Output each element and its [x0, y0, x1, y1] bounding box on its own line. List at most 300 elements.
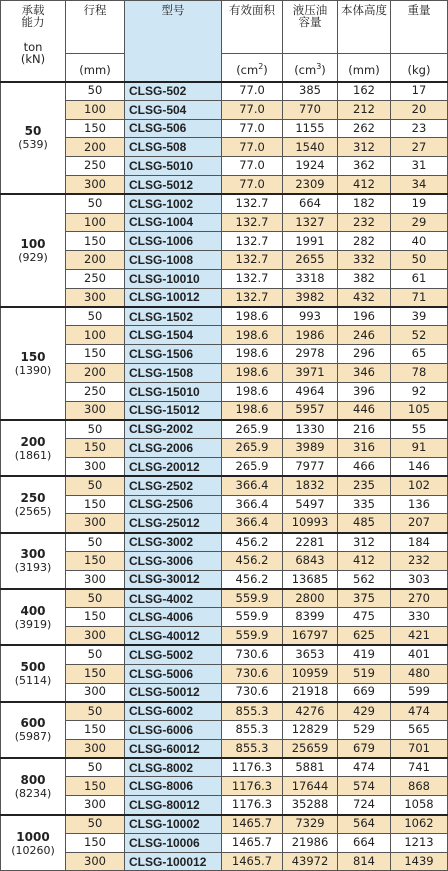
model-cell: CLSG-504 — [125, 100, 222, 119]
stroke-cell: 150 — [66, 119, 125, 138]
model-cell: CLSG-6002 — [125, 702, 222, 721]
model-cell: CLSG-3002 — [125, 533, 222, 552]
stroke-cell: 300 — [66, 514, 125, 533]
area-cell: 77.0 — [222, 138, 283, 157]
height-cell: 375 — [338, 589, 391, 608]
header-oil-line2: 容量 — [298, 14, 322, 29]
area-cell: 1176.3 — [222, 796, 283, 815]
capacity-cell — [1, 758, 66, 814]
unit-oil: $(cm^3)$ — [283, 54, 338, 82]
weight-cell: 184 — [391, 533, 448, 552]
oil-volume-cell: 17644 — [283, 777, 338, 796]
height-cell: 235 — [338, 476, 391, 495]
stroke-cell: 50 — [66, 420, 125, 439]
table-row — [1, 457, 448, 476]
header-model: 型号 — [125, 1, 222, 82]
weight-cell: 29 — [391, 213, 448, 232]
oil-volume-cell: 7329 — [283, 815, 338, 834]
stroke-cell: 150 — [66, 551, 125, 570]
capacity-cell — [1, 307, 66, 420]
table-row — [1, 551, 448, 570]
oil-volume-cell: 2655 — [283, 251, 338, 270]
area-cell: 1465.7 — [222, 815, 283, 834]
unit-weight: (kg) — [391, 54, 448, 82]
area-cell: 132.7 — [222, 251, 283, 270]
oil-volume-cell: 1540 — [283, 138, 338, 157]
oil-volume-cell: 5957 — [283, 401, 338, 420]
oil-volume-cell: 664 — [283, 194, 338, 213]
area-cell: 265.9 — [222, 439, 283, 458]
model-cell: CLSG-5006 — [125, 664, 222, 683]
weight-cell: 701 — [391, 739, 448, 758]
table-row — [1, 777, 448, 796]
stroke-cell: 150 — [66, 495, 125, 514]
height-cell: 412 — [338, 175, 391, 194]
model-cell: CLSG-10010 — [125, 269, 222, 288]
header-area: 有效面积 — [222, 1, 283, 54]
weight-cell: 31 — [391, 157, 448, 176]
capacity-cell — [1, 702, 66, 758]
stroke-cell: 50 — [66, 307, 125, 326]
weight-cell: 20 — [391, 100, 448, 119]
stroke-cell: 250 — [66, 157, 125, 176]
weight-cell: 599 — [391, 683, 448, 702]
weight-cell: 565 — [391, 721, 448, 740]
header-stroke: 行程 — [66, 1, 125, 54]
model-cell: CLSG-2006 — [125, 439, 222, 458]
oil-volume-cell: 1924 — [283, 157, 338, 176]
capacity-kn: (1390) — [14, 363, 52, 377]
capacity-ton: 50 — [24, 124, 42, 139]
model-cell: CLSG-2506 — [125, 495, 222, 514]
table-row — [1, 194, 448, 213]
stroke-cell: 200 — [66, 251, 125, 270]
oil-volume-cell: 4964 — [283, 382, 338, 401]
stroke-cell: 50 — [66, 589, 125, 608]
weight-cell: 474 — [391, 702, 448, 721]
oil-volume-cell: 770 — [283, 100, 338, 119]
stroke-cell: 50 — [66, 815, 125, 834]
area-cell: 855.3 — [222, 702, 283, 721]
area-cell: 198.6 — [222, 401, 283, 420]
table-row — [1, 758, 448, 777]
capacity-kn: (8234) — [14, 786, 52, 800]
spec-table-body — [1, 82, 448, 871]
weight-cell: 232 — [391, 551, 448, 570]
table-row — [1, 401, 448, 420]
height-cell: 669 — [338, 683, 391, 702]
height-cell: 332 — [338, 251, 391, 270]
oil-volume-cell: 2800 — [283, 589, 338, 608]
area-cell: 730.6 — [222, 683, 283, 702]
capacity-kn: (929) — [18, 251, 48, 265]
height-cell: 529 — [338, 721, 391, 740]
stroke-cell: 150 — [66, 439, 125, 458]
area-cell: 132.7 — [222, 213, 283, 232]
weight-cell: 1062 — [391, 815, 448, 834]
weight-cell: 23 — [391, 119, 448, 138]
oil-volume-cell: 385 — [283, 82, 338, 101]
weight-cell: 91 — [391, 439, 448, 458]
weight-cell: 136 — [391, 495, 448, 514]
area-cell: 132.7 — [222, 269, 283, 288]
table-row — [1, 157, 448, 176]
area-cell: 730.6 — [222, 664, 283, 683]
unit-height: (mm) — [338, 54, 391, 82]
weight-cell: 303 — [391, 570, 448, 589]
capacity-cell — [1, 815, 66, 871]
model-cell: CLSG-2502 — [125, 476, 222, 495]
oil-volume-cell: 7977 — [283, 457, 338, 476]
oil-volume-cell: 3989 — [283, 439, 338, 458]
table-row — [1, 119, 448, 138]
model-cell: CLSG-506 — [125, 119, 222, 138]
table-row — [1, 269, 448, 288]
height-cell: 485 — [338, 514, 391, 533]
model-cell: CLSG-100012 — [125, 852, 222, 871]
capacity-kn: (3193) — [14, 561, 52, 575]
table-row — [1, 664, 448, 683]
table-row — [1, 721, 448, 740]
weight-cell: 27 — [391, 138, 448, 157]
height-cell: 262 — [338, 119, 391, 138]
oil-volume-cell: 10993 — [283, 514, 338, 533]
oil-volume-cell: 1155 — [283, 119, 338, 138]
header-capacity — [1, 1, 66, 82]
weight-cell: 868 — [391, 777, 448, 796]
model-cell: CLSG-8002 — [125, 758, 222, 777]
weight-cell: 92 — [391, 382, 448, 401]
model-cell: CLSG-60012 — [125, 739, 222, 758]
stroke-cell: 50 — [66, 702, 125, 721]
area-cell: 132.7 — [222, 232, 283, 251]
capacity-cell — [1, 420, 66, 476]
area-cell: 730.6 — [222, 645, 283, 664]
area-cell: 198.6 — [222, 382, 283, 401]
height-cell: 296 — [338, 345, 391, 364]
area-cell: 1465.7 — [222, 852, 283, 871]
table-row — [1, 307, 448, 326]
height-cell: 625 — [338, 627, 391, 646]
model-cell: CLSG-502 — [125, 82, 222, 101]
model-cell: CLSG-8006 — [125, 777, 222, 796]
stroke-cell: 300 — [66, 457, 125, 476]
height-cell: 396 — [338, 382, 391, 401]
header-row-titles — [1, 1, 448, 54]
area-cell: 366.4 — [222, 495, 283, 514]
oil-volume-cell: 2309 — [283, 175, 338, 194]
weight-cell: 105 — [391, 401, 448, 420]
stroke-cell: 300 — [66, 175, 125, 194]
header-weight: 重量 — [391, 1, 448, 54]
area-cell: 198.6 — [222, 363, 283, 382]
model-cell: CLSG-5010 — [125, 157, 222, 176]
stroke-cell: 50 — [66, 645, 125, 664]
table-row — [1, 702, 448, 721]
table-row — [1, 852, 448, 871]
capacity-ton: 600 — [20, 716, 46, 731]
stroke-cell: 50 — [66, 533, 125, 552]
table-row — [1, 495, 448, 514]
oil-volume-cell: 1986 — [283, 326, 338, 345]
oil-volume-cell: 5497 — [283, 495, 338, 514]
weight-cell: 270 — [391, 589, 448, 608]
weight-cell: 1058 — [391, 796, 448, 815]
weight-cell: 741 — [391, 758, 448, 777]
header-capacity-line1: 承载 — [21, 3, 45, 17]
oil-volume-cell: 16797 — [283, 627, 338, 646]
area-cell: 77.0 — [222, 82, 283, 101]
header-oil — [283, 1, 338, 54]
table-row — [1, 608, 448, 627]
height-cell: 564 — [338, 815, 391, 834]
height-cell: 246 — [338, 326, 391, 345]
model-cell: CLSG-508 — [125, 138, 222, 157]
stroke-cell: 300 — [66, 288, 125, 307]
oil-volume-cell: 1330 — [283, 420, 338, 439]
area-cell: 456.2 — [222, 551, 283, 570]
stroke-cell: 50 — [66, 758, 125, 777]
oil-volume-cell: 21986 — [283, 833, 338, 852]
capacity-kn: (5114) — [14, 674, 52, 688]
height-cell: 335 — [338, 495, 391, 514]
stroke-cell: 50 — [66, 476, 125, 495]
table-row — [1, 627, 448, 646]
area-cell: 1176.3 — [222, 758, 283, 777]
height-cell: 475 — [338, 608, 391, 627]
header-row-units — [1, 54, 448, 82]
capacity-kn: (1861) — [14, 448, 52, 462]
model-cell: CLSG-5012 — [125, 175, 222, 194]
area-cell: 77.0 — [222, 100, 283, 119]
model-cell: CLSG-20012 — [125, 457, 222, 476]
stroke-cell: 150 — [66, 721, 125, 740]
weight-cell: 19 — [391, 194, 448, 213]
capacity-ton: 800 — [20, 772, 46, 787]
height-cell: 382 — [338, 269, 391, 288]
area-cell: 198.6 — [222, 326, 283, 345]
capacity-cell — [1, 194, 66, 307]
model-cell: CLSG-5002 — [125, 645, 222, 664]
height-cell: 362 — [338, 157, 391, 176]
area-cell: 366.4 — [222, 476, 283, 495]
weight-cell: 65 — [391, 345, 448, 364]
area-cell: 559.9 — [222, 627, 283, 646]
stroke-cell: 150 — [66, 345, 125, 364]
weight-cell: 50 — [391, 251, 448, 270]
oil-volume-cell: 12829 — [283, 721, 338, 740]
table-row — [1, 100, 448, 119]
table-row — [1, 288, 448, 307]
table-row — [1, 796, 448, 815]
weight-cell: 61 — [391, 269, 448, 288]
table-row — [1, 232, 448, 251]
weight-cell: 421 — [391, 627, 448, 646]
table-row — [1, 833, 448, 852]
height-cell: 216 — [338, 420, 391, 439]
model-cell: CLSG-1002 — [125, 194, 222, 213]
stroke-cell: 300 — [66, 627, 125, 646]
header-capacity-unit-kn: (kN) — [20, 51, 46, 66]
table-row — [1, 514, 448, 533]
weight-cell: 55 — [391, 420, 448, 439]
oil-volume-cell: 4276 — [283, 702, 338, 721]
area-cell: 77.0 — [222, 175, 283, 194]
stroke-cell: 100 — [66, 100, 125, 119]
stroke-cell: 300 — [66, 739, 125, 758]
table-row — [1, 420, 448, 439]
model-cell: CLSG-1504 — [125, 326, 222, 345]
weight-cell: 480 — [391, 664, 448, 683]
table-row — [1, 683, 448, 702]
weight-cell: 17 — [391, 82, 448, 101]
table-row — [1, 82, 448, 101]
model-cell: CLSG-10002 — [125, 815, 222, 834]
table-row — [1, 570, 448, 589]
model-cell: CLSG-80012 — [125, 796, 222, 815]
model-cell: CLSG-10012 — [125, 288, 222, 307]
capacity-ton: 200 — [20, 434, 46, 449]
oil-volume-cell: 1327 — [283, 213, 338, 232]
area-cell: 198.6 — [222, 307, 283, 326]
capacity-kn: (2565) — [14, 504, 52, 518]
oil-volume-cell: 3653 — [283, 645, 338, 664]
oil-volume-cell: 43972 — [283, 852, 338, 871]
oil-volume-cell: 25659 — [283, 739, 338, 758]
area-cell: 265.9 — [222, 420, 283, 439]
height-cell: 724 — [338, 796, 391, 815]
stroke-cell: 50 — [66, 82, 125, 101]
weight-cell: 34 — [391, 175, 448, 194]
stroke-cell: 250 — [66, 382, 125, 401]
stroke-cell: 300 — [66, 852, 125, 871]
area-cell: 198.6 — [222, 345, 283, 364]
model-cell: CLSG-3006 — [125, 551, 222, 570]
weight-cell: 401 — [391, 645, 448, 664]
oil-volume-cell: 10959 — [283, 664, 338, 683]
capacity-ton: 250 — [20, 490, 46, 505]
area-cell: 77.0 — [222, 157, 283, 176]
stroke-cell: 300 — [66, 401, 125, 420]
area-cell: 855.3 — [222, 721, 283, 740]
model-cell: CLSG-2002 — [125, 420, 222, 439]
table-row — [1, 645, 448, 664]
header-height: 本体高度 — [338, 1, 391, 54]
table-row — [1, 589, 448, 608]
oil-volume-cell: 2281 — [283, 533, 338, 552]
capacity-cell — [1, 476, 66, 532]
height-cell: 312 — [338, 138, 391, 157]
capacity-kn: (539) — [18, 138, 48, 152]
oil-volume-cell: 2978 — [283, 345, 338, 364]
model-cell: CLSG-50012 — [125, 683, 222, 702]
model-cell: CLSG-6006 — [125, 721, 222, 740]
model-cell: CLSG-4002 — [125, 589, 222, 608]
weight-cell: 39 — [391, 307, 448, 326]
capacity-cell — [1, 82, 66, 195]
capacity-ton: 1000 — [16, 829, 50, 844]
stroke-cell: 50 — [66, 194, 125, 213]
oil-volume-cell: 1991 — [283, 232, 338, 251]
oil-volume-cell: 6843 — [283, 551, 338, 570]
oil-volume-cell: 1832 — [283, 476, 338, 495]
stroke-cell: 200 — [66, 138, 125, 157]
oil-volume-cell: 21918 — [283, 683, 338, 702]
table-row — [1, 533, 448, 552]
height-cell: 162 — [338, 82, 391, 101]
table-row — [1, 175, 448, 194]
model-cell: CLSG-15010 — [125, 382, 222, 401]
model-cell: CLSG-1004 — [125, 213, 222, 232]
model-cell: CLSG-4006 — [125, 608, 222, 627]
height-cell: 316 — [338, 439, 391, 458]
unit-area: $(cm^2)$ — [222, 54, 283, 82]
area-cell: 456.2 — [222, 533, 283, 552]
weight-cell: 40 — [391, 232, 448, 251]
header-capacity-line2: 能力 — [21, 14, 45, 29]
area-cell: 265.9 — [222, 457, 283, 476]
table-row — [1, 815, 448, 834]
height-cell: 432 — [338, 288, 391, 307]
oil-volume-cell: 8399 — [283, 608, 338, 627]
oil-volume-cell: 5881 — [283, 758, 338, 777]
height-cell: 474 — [338, 758, 391, 777]
table-row — [1, 363, 448, 382]
height-cell: 282 — [338, 232, 391, 251]
header-oil-line1: 液压油 — [292, 3, 328, 17]
oil-volume-cell: 3982 — [283, 288, 338, 307]
capacity-cell — [1, 533, 66, 589]
area-cell: 456.2 — [222, 570, 283, 589]
stroke-cell: 150 — [66, 232, 125, 251]
oil-volume-cell: 3971 — [283, 363, 338, 382]
weight-cell: 146 — [391, 457, 448, 476]
model-cell: CLSG-1506 — [125, 345, 222, 364]
stroke-cell: 150 — [66, 664, 125, 683]
header-capacity-unit-ton: ton — [23, 40, 43, 54]
weight-cell: 102 — [391, 476, 448, 495]
model-cell: CLSG-40012 — [125, 627, 222, 646]
height-cell: 574 — [338, 777, 391, 796]
stroke-cell: 300 — [66, 796, 125, 815]
model-cell: CLSG-10006 — [125, 833, 222, 852]
area-cell: 77.0 — [222, 119, 283, 138]
capacity-kn: (10260) — [11, 843, 55, 857]
stroke-cell: 200 — [66, 363, 125, 382]
area-cell: 366.4 — [222, 514, 283, 533]
stroke-cell: 300 — [66, 683, 125, 702]
area-cell: 559.9 — [222, 608, 283, 627]
model-cell: CLSG-25012 — [125, 514, 222, 533]
table-row — [1, 251, 448, 270]
height-cell: 466 — [338, 457, 391, 476]
oil-volume-cell: 35288 — [283, 796, 338, 815]
capacity-kn: (5987) — [14, 730, 52, 744]
stroke-cell: 150 — [66, 777, 125, 796]
table-row — [1, 382, 448, 401]
table-row — [1, 739, 448, 758]
model-cell: CLSG-1006 — [125, 232, 222, 251]
height-cell: 562 — [338, 570, 391, 589]
area-cell: 132.7 — [222, 288, 283, 307]
stroke-cell: 150 — [66, 833, 125, 852]
height-cell: 312 — [338, 533, 391, 552]
height-cell: 429 — [338, 702, 391, 721]
model-cell: CLSG-15012 — [125, 401, 222, 420]
capacity-cell — [1, 645, 66, 701]
table-row — [1, 213, 448, 232]
table-row — [1, 439, 448, 458]
